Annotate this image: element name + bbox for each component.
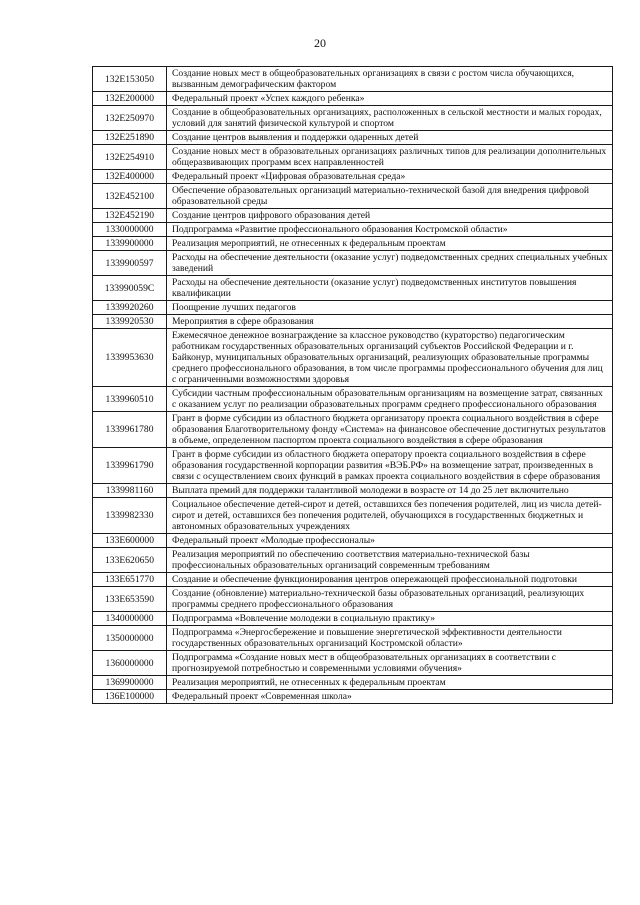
row-description: Подпрограмма «Создание новых мест в общеобразовательных организациях в соответствии с прогнозируемой потребностью и современными условиями обучения» — [167, 651, 613, 676]
row-code: 132E452100 — [93, 184, 167, 209]
row-code: 1350000000 — [93, 626, 167, 651]
row-code: 132E251890 — [93, 131, 167, 145]
table-row — [93, 184, 613, 209]
row-code: 1339920530 — [93, 315, 167, 329]
table-row — [93, 131, 613, 145]
page-number: 20 — [314, 36, 326, 50]
row-code: 1339981160 — [93, 484, 167, 498]
row-description: Грант в форме субсидии из областного бюджета оператору проекта социального воздействия в сфере образования государственной корпорации развития «ВЭБ.РФ» на возмещение затрат, произведенных в связи с осуществлением своих функций в рамках проекта социального воздействия в сфере образования — [167, 448, 613, 484]
table-body — [93, 67, 613, 704]
row-description: Расходы на обеспечение деятельности (оказание услуг) подведомственных средних специальных учебных заведений — [167, 251, 613, 276]
table-row — [93, 329, 613, 387]
row-code: 133E653590 — [93, 587, 167, 612]
row-code: 1330000000 — [93, 223, 167, 237]
table-row — [93, 448, 613, 484]
row-code: 132E250970 — [93, 106, 167, 131]
table-row — [93, 106, 613, 131]
table-row — [93, 92, 613, 106]
row-description: Выплата премий для поддержки талантливой молодежи в возрасте от 14 до 25 лет включительно — [167, 484, 613, 498]
table-row — [93, 223, 613, 237]
row-code: 1369900000 — [93, 676, 167, 690]
row-code: 136E100000 — [93, 690, 167, 704]
row-description: Субсидии частным профессиональным образовательным организациям на возмещение затрат, связанных с оказанием услуг по реализации образовательных программ среднего профессионального образования — [167, 387, 613, 412]
table-row — [93, 209, 613, 223]
row-description: Создание в общеобразовательных организациях, расположенных в сельской местности и малых городах, условий для занятий физической культурой и спортом — [167, 106, 613, 131]
row-code: 1339960510 — [93, 387, 167, 412]
row-description: Реализация мероприятий, не отнесенных к федеральным проектам — [167, 676, 613, 690]
table-row — [93, 301, 613, 315]
row-description: Мероприятия в сфере образования — [167, 315, 613, 329]
table-row — [93, 498, 613, 534]
row-code: 1340000000 — [93, 612, 167, 626]
row-code: 133E600000 — [93, 534, 167, 548]
row-code: 1339953630 — [93, 329, 167, 387]
row-description: Реализация мероприятий по обеспечению соответствия материально-технической базы профессиональных образовательных организаций современным требованиям — [167, 548, 613, 573]
table-row — [93, 651, 613, 676]
row-description: Подпрограмма «Энергосбережение и повышение энергетической эффективности деятельности государственных образовательных организаций Костромской области» — [167, 626, 613, 651]
row-code: 132E254910 — [93, 145, 167, 170]
row-description: Создание новых мест в образовательных организациях различных типов для реализации дополнительных общеразвивающих программ всех направленностей — [167, 145, 613, 170]
row-description: Ежемесячное денежное вознаграждение за классное руководство (кураторство) педагогическим работникам государственных образовательных организаций субъектов Российской Федерации и г. Байконур, муниципальных образовательных организаций, реализующих образовательные программы среднего профессионального образования, в том числе программы профессионального обучения для лиц с ограниченными возможностями здоровья — [167, 329, 613, 387]
table-row — [93, 387, 613, 412]
row-description: Создание (обновление) материально-технической базы образовательных организаций, реализующих программы среднего профессионального образования — [167, 587, 613, 612]
table-row — [93, 587, 613, 612]
table-row — [93, 690, 613, 704]
row-code: 1360000000 — [93, 651, 167, 676]
row-description: Федеральный проект «Цифровая образовательная среда» — [167, 170, 613, 184]
table-row — [93, 145, 613, 170]
table-row — [93, 626, 613, 651]
table-row — [93, 676, 613, 690]
table-row — [93, 67, 613, 92]
row-code: 132E452190 — [93, 209, 167, 223]
table-row — [93, 315, 613, 329]
row-code: 133990059С — [93, 276, 167, 301]
row-description: Федеральный проект «Успех каждого ребенка» — [167, 92, 613, 106]
table-row — [93, 170, 613, 184]
row-description: Создание центров выявления и поддержки одаренных детей — [167, 131, 613, 145]
row-description: Подпрограмма «Вовлечение молодежи в социальную практику» — [167, 612, 613, 626]
row-code: 133E620650 — [93, 548, 167, 573]
row-description: Расходы на обеспечение деятельности (оказание услуг) подведомственных институтов повышения квалификации — [167, 276, 613, 301]
row-description: Грант в форме субсидии из областного бюджета организатору проекта социального воздействия в сфере образования Благотворительному фонду «Система» на финансовое обеспечение достигнутых результатов в объеме, определенном паспортом проекта социального воздействия в сфере образования — [167, 412, 613, 448]
row-description: Создание и обеспечение функционирования центров опережающей профессиональной подготовки — [167, 573, 613, 587]
table-row — [93, 484, 613, 498]
row-description: Поощрение лучших педагогов — [167, 301, 613, 315]
row-description: Создание новых мест в общеобразовательных организациях в связи с ростом числа обучающихся, вызванным демографическим фактором — [167, 67, 613, 92]
row-description: Реализация мероприятий, не отнесенных к федеральным проектам — [167, 237, 613, 251]
table-row — [93, 237, 613, 251]
table-row — [93, 573, 613, 587]
row-code: 1339982330 — [93, 498, 167, 534]
row-description: Социальное обеспечение детей-сирот и детей, оставшихся без попечения родителей, лиц из числа детей-сирот и детей, оставшихся без попечения родителей, обучающихся в государственных бюджетных и автономных образовательных учреждениях — [167, 498, 613, 534]
row-description: Федеральный проект «Молодые профессионалы» — [167, 534, 613, 548]
row-description: Федеральный проект «Современная школа» — [167, 690, 613, 704]
row-description: Создание центров цифрового образования детей — [167, 209, 613, 223]
table-row — [93, 612, 613, 626]
table-row — [93, 276, 613, 301]
budget-code-table — [92, 66, 613, 704]
row-description: Подпрограмма «Развитие профессионального образования Костромской области» — [167, 223, 613, 237]
table-row — [93, 412, 613, 448]
row-code: 1339961780 — [93, 412, 167, 448]
row-code: 132E200000 — [93, 92, 167, 106]
row-code: 132E153050 — [93, 67, 167, 92]
row-code: 1339961790 — [93, 448, 167, 484]
table-row — [93, 548, 613, 573]
row-code: 1339920260 — [93, 301, 167, 315]
row-code: 1339900597 — [93, 251, 167, 276]
row-code: 133E651770 — [93, 573, 167, 587]
table-row — [93, 251, 613, 276]
row-code: 132E400000 — [93, 170, 167, 184]
row-code: 1339900000 — [93, 237, 167, 251]
table-row — [93, 534, 613, 548]
row-description: Обеспечение образовательных организаций материально-технической базой для внедрения цифровой образовательной среды — [167, 184, 613, 209]
